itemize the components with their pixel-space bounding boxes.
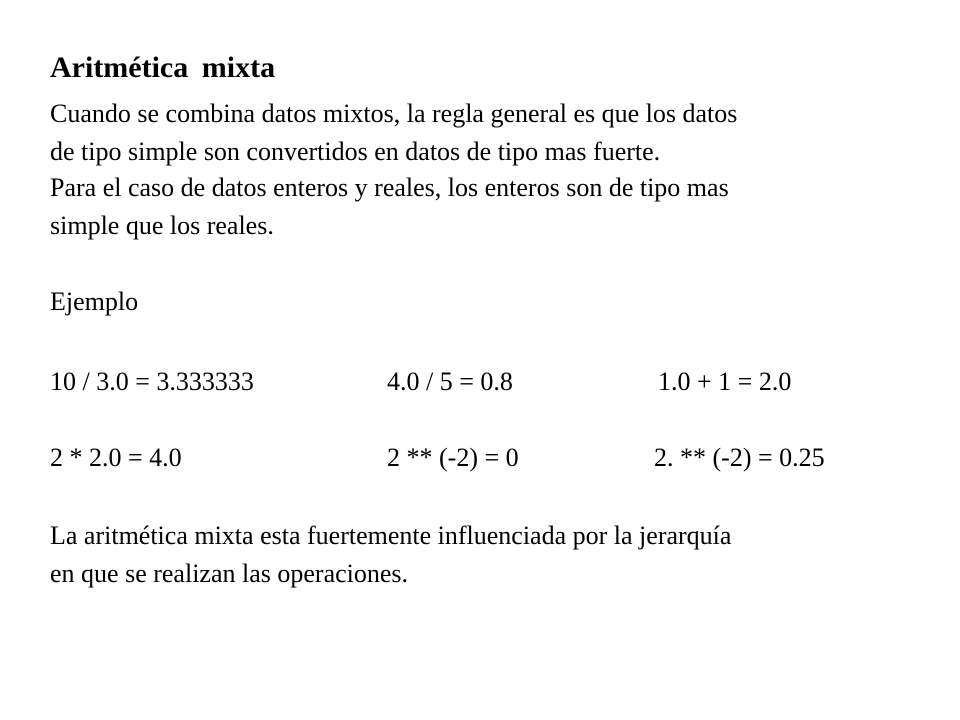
example-2-3: 2. ** (-2) = 0.25 xyxy=(654,443,825,472)
intro-line-2: de tipo simple son convertidos en datos de tipo mas fuerte. xyxy=(50,137,661,166)
example-1-1: 10 / 3.0 = 3.333333 xyxy=(50,367,254,396)
intro-line-1: Cuando se combina datos mixtos, la regla general es que los datos xyxy=(50,99,738,128)
example-2-2: 2 ** (-2) = 0 xyxy=(387,443,519,472)
conclusion-line-2: en que se realizan las operaciones. xyxy=(50,559,409,588)
conclusion-line-1: La aritmética mixta esta fuertemente influenciada por la jerarquía xyxy=(50,521,732,550)
intro-line-4: simple que los reales. xyxy=(50,211,274,240)
example-1-2: 4.0 / 5 = 0.8 xyxy=(387,367,513,396)
example-2-1: 2 * 2.0 = 4.0 xyxy=(50,443,182,472)
example-label: Ejemplo xyxy=(50,287,139,316)
intro-line-3: Para el caso de datos enteros y reales, los enteros son de tipo mas xyxy=(50,173,729,202)
slide-title: Aritmética mixta xyxy=(50,51,276,84)
example-1-3: 1.0 + 1 = 2.0 xyxy=(658,367,792,396)
